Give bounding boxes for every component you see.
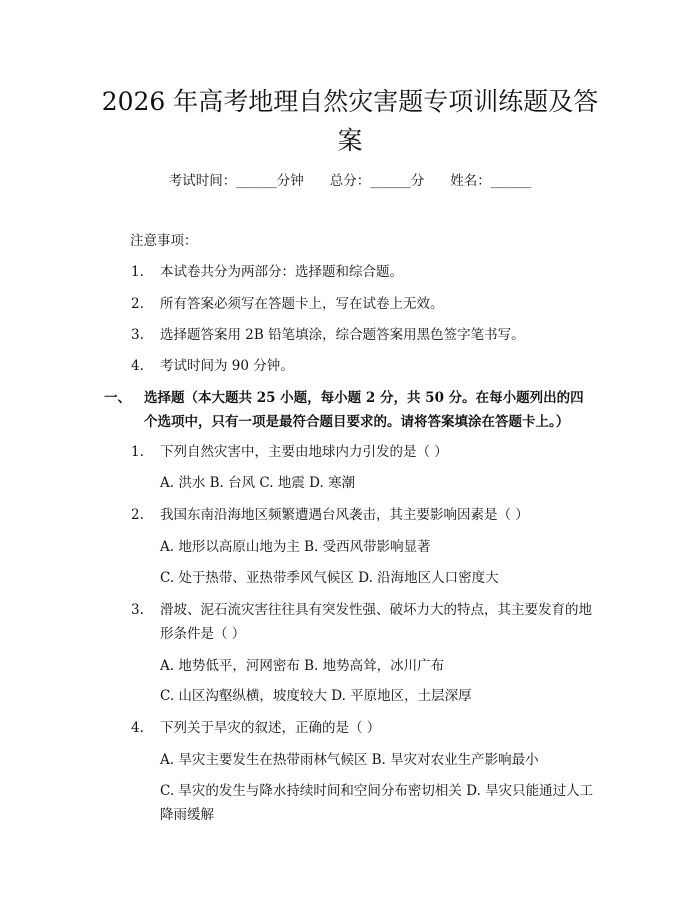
score-blank: ______ <box>370 173 411 189</box>
question-number: 4. <box>131 720 144 736</box>
question-number: 3. <box>131 602 144 618</box>
note-text: 所有答案必须写在答题卡上，写在试卷上无效。 <box>160 296 444 312</box>
note-num: 1. <box>131 264 144 280</box>
question-options: A. 洪水 B. 台风 C. 地震 D. 寒潮 <box>160 475 356 491</box>
time-blank: ______ <box>236 173 277 189</box>
question-number: 2. <box>131 507 144 523</box>
name-blank: ______ <box>490 173 532 189</box>
section-number: 一、 <box>104 390 131 406</box>
question-options: C. 山区沟壑纵横，坡度较大 D. 平原地区，土层深厚 <box>160 688 472 704</box>
question-stem: 下列自然灾害中，主要由地球内力引发的是（ ） <box>160 444 448 460</box>
time-unit: 分钟 <box>276 173 304 189</box>
question-options: A. 地形以高原山地为主 B. 受西风带影响显著 <box>160 539 431 555</box>
name-label: 姓名： <box>450 173 491 189</box>
question-options: C. 处于热带、亚热带季风气候区 D. 沿海地区人口密度大 <box>160 570 499 586</box>
notes-heading: 注意事项： <box>130 233 198 249</box>
question-options: A. 旱灾主要发生在热带雨林气候区 B. 旱灾对农业生产影响最小 <box>160 752 539 768</box>
question-stem: 滑坡、泥石流灾害往往具有突发性强、破坏力大的特点，其主要发育的地形条件是（ ） <box>160 602 592 642</box>
question-number: 1. <box>131 444 144 460</box>
question-stem: 下列关于旱灾的叙述，正确的是（ ） <box>160 720 381 736</box>
question-stem: 我国东南沿海地区频繁遭遇台风袭击，其主要影响因素是（ ） <box>160 507 529 523</box>
note-num: 2. <box>131 296 144 312</box>
question-options: C. 旱灾的发生与降水持续时间和空间分布密切相关 D. 旱灾只能通过人工降雨缓解 <box>160 783 594 823</box>
note-text: 考试时间为 90 分钟。 <box>160 358 294 374</box>
note-text: 选择题答案用 2B 铅笔填涂，综合题答案用黑色签字笔书写。 <box>160 327 525 343</box>
question-options: A. 地势低平，河网密布 B. 地势高耸，冰川广布 <box>160 658 445 674</box>
note-text: 本试卷共分为两部分：选择题和综合题。 <box>160 264 403 280</box>
time-label: 考试时间： <box>168 173 237 189</box>
page-title: 2026 年高考地理自然灾害题专项训练题及答案 <box>101 87 599 155</box>
score-label: 总分： <box>329 173 371 189</box>
exam-info <box>0 169 700 189</box>
note-num: 4. <box>131 358 144 374</box>
note-num: 3. <box>131 327 144 343</box>
section-heading: 选择题（本大题共 25 小题，每小题 2 分，共 50 分。在每小题列出的四个选项中，只有一项是最符合题目要求的。请将答案填涂在答题卡上。） <box>144 390 584 430</box>
score-unit: 分 <box>410 173 425 189</box>
